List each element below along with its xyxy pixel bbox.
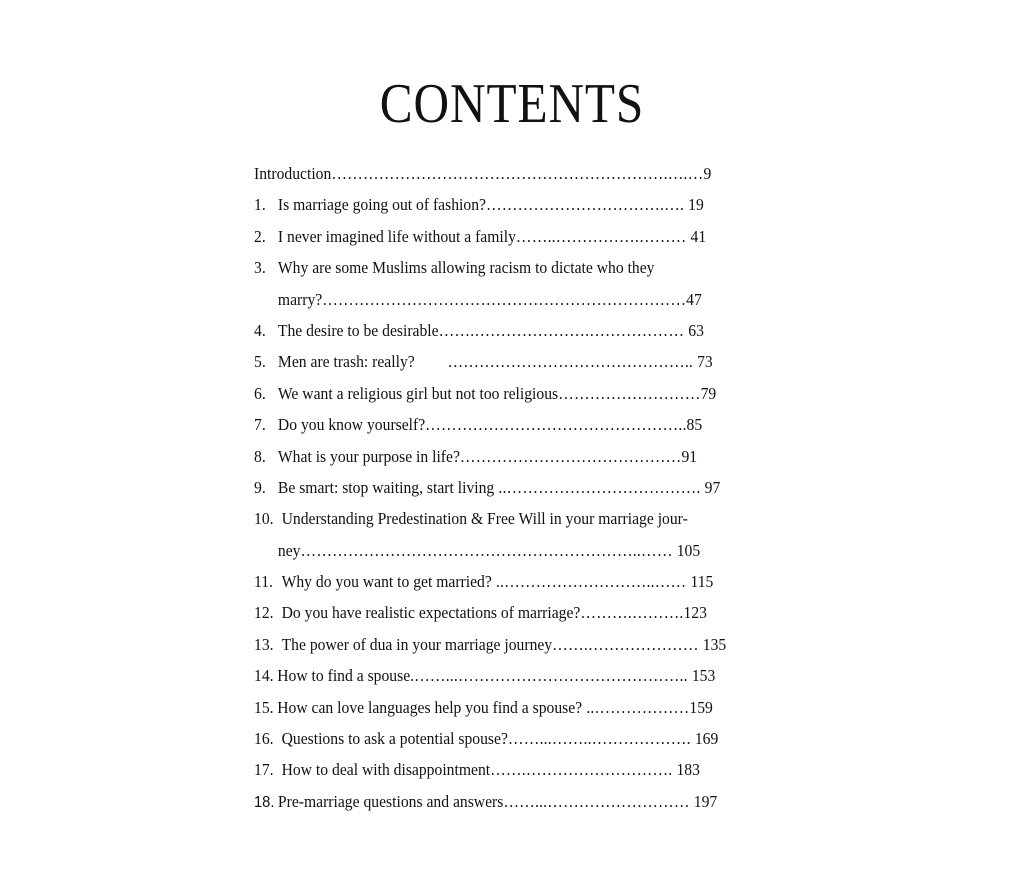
toc-entry [254,221,769,252]
entry-number: 4. [254,320,266,340]
entry-title: Be smart: stop waiting, start living [277,477,495,497]
page-number: 123 [683,603,707,623]
entry-number: 12. [254,603,274,623]
toc-entry-continuation [254,284,769,315]
entry-title: ney [277,540,301,560]
page-number: 159 [689,697,713,717]
entry-number: 6. [254,383,266,403]
toc-entry [254,754,769,785]
entry-number: 16. [254,729,274,749]
page-number: 9 [703,164,712,183]
toc-entry [254,252,769,283]
dot-leader: ………………………………………………………..…… [300,540,677,560]
dot-leader: ……………………… [558,383,701,403]
toc-entry [254,189,769,220]
entry-title: The power of dua in your marriage journey [281,634,553,654]
toc-entry [254,692,769,723]
entry-title: Pre-marriage questions and answers [277,791,504,811]
page-title: CONTENTS [379,73,645,135]
entry-number: 8. [254,446,266,466]
page-number: 183 [676,760,700,780]
entry-number: 18. [254,793,275,811]
entry-number: 11. [254,572,273,592]
toc-entry-introduction [254,158,769,189]
dot-leader: ……...……………………… [503,791,694,811]
toc-entry [254,441,769,472]
page-number: 135 [702,634,727,654]
entry-title: Men are trash: really? [277,352,415,372]
page-number: 197 [693,791,718,811]
entry-title: Questions to ask a potential spouse? [281,729,508,749]
entry-title: Why do you want to get married? [281,572,492,592]
entry-title: Understanding Predestination & Free Will in your marriage jour- [281,509,688,529]
page-number: 63 [688,320,704,340]
dot-leader: ……...…………………………………….. [414,666,692,686]
page-number: 115 [690,572,714,592]
table-of-contents [254,158,774,817]
toc-entry [254,409,769,440]
entry-title: Do you know yourself? [277,415,426,435]
toc-entry [254,786,769,817]
page-number: 105 [676,540,701,560]
entry-number: 7. [254,415,266,435]
entry-number: 5. [254,352,266,372]
entry-title: We want a religious girl but not too religious [277,383,559,403]
entry-title: Introduction [254,164,332,183]
dot-leader: ……….………. [580,603,684,623]
entry-number: 3. [254,258,266,278]
toc-entry [254,660,769,691]
page-number: 85 [686,415,703,435]
page-number: 73 [697,352,713,372]
entry-title: The desire to be desirable [277,320,439,340]
page-number: 97 [704,477,721,497]
dot-leader: ..………………………..…… [491,572,691,592]
dot-leader: ……………………………………….. [414,352,698,372]
entry-number: 2. [254,226,266,246]
page-number: 41 [690,226,707,246]
entry-number: 10. [254,509,274,529]
page-number: 153 [691,666,716,686]
entry-title: Why are some Muslims allowing racism to dictate who they [277,258,655,278]
dot-leader: …………………………………………………………… [322,289,687,309]
page-number: 169 [694,729,719,749]
entry-title: How to deal with disappointment [281,760,491,780]
toc-entry [254,472,769,503]
dot-leader: …….………………….……………… [438,320,689,340]
dot-leader: ..………………………………. [494,477,705,497]
toc-entry [254,723,769,754]
toc-entry [254,315,769,346]
dot-leader: ……...……..………………. [507,729,695,749]
page-number: 47 [686,289,702,309]
entry-number: 13. [254,634,274,654]
page-number: 19 [688,195,704,215]
entry-number: 9. [254,477,266,497]
entry-number: 1. [254,195,266,215]
entry-title: Do you have realistic expectations of marriage? [281,603,581,623]
entry-title: Is marriage going out of fashion? [277,195,486,215]
dot-leader: …….………………… [552,634,703,654]
toc-entry [254,629,769,660]
dot-leader: …………………………….…. [485,195,689,215]
toc-entry [254,378,769,409]
dot-leader: …….………………………. [490,760,677,780]
entry-number: 17. [254,760,274,780]
entry-number: 15. [254,697,274,717]
entry-title: How can love languages help you find a spouse? [277,697,583,717]
entry-title: I never imagined life without a family [277,226,516,246]
toc-entry-continuation [254,535,769,566]
dot-leader: ………………………………………….. [425,415,687,435]
entry-title: marry? [277,289,323,309]
dot-leader: ……..…………….……… [515,226,691,246]
toc-entry [254,566,769,597]
entry-number: 14. [254,666,274,686]
toc-entry [254,597,769,628]
toc-entry [254,503,769,534]
toc-entry [254,346,769,377]
entry-title: How to find a spouse. [277,666,415,686]
page-number: 91 [681,446,698,466]
dot-leader: ..……………… [582,697,690,717]
entry-title: What is your purpose in life? [277,446,460,466]
dot-leader: ……………………………………………………….….… [331,164,704,183]
dot-leader: …………………………………… [459,446,682,466]
page-number: 79 [700,383,717,403]
